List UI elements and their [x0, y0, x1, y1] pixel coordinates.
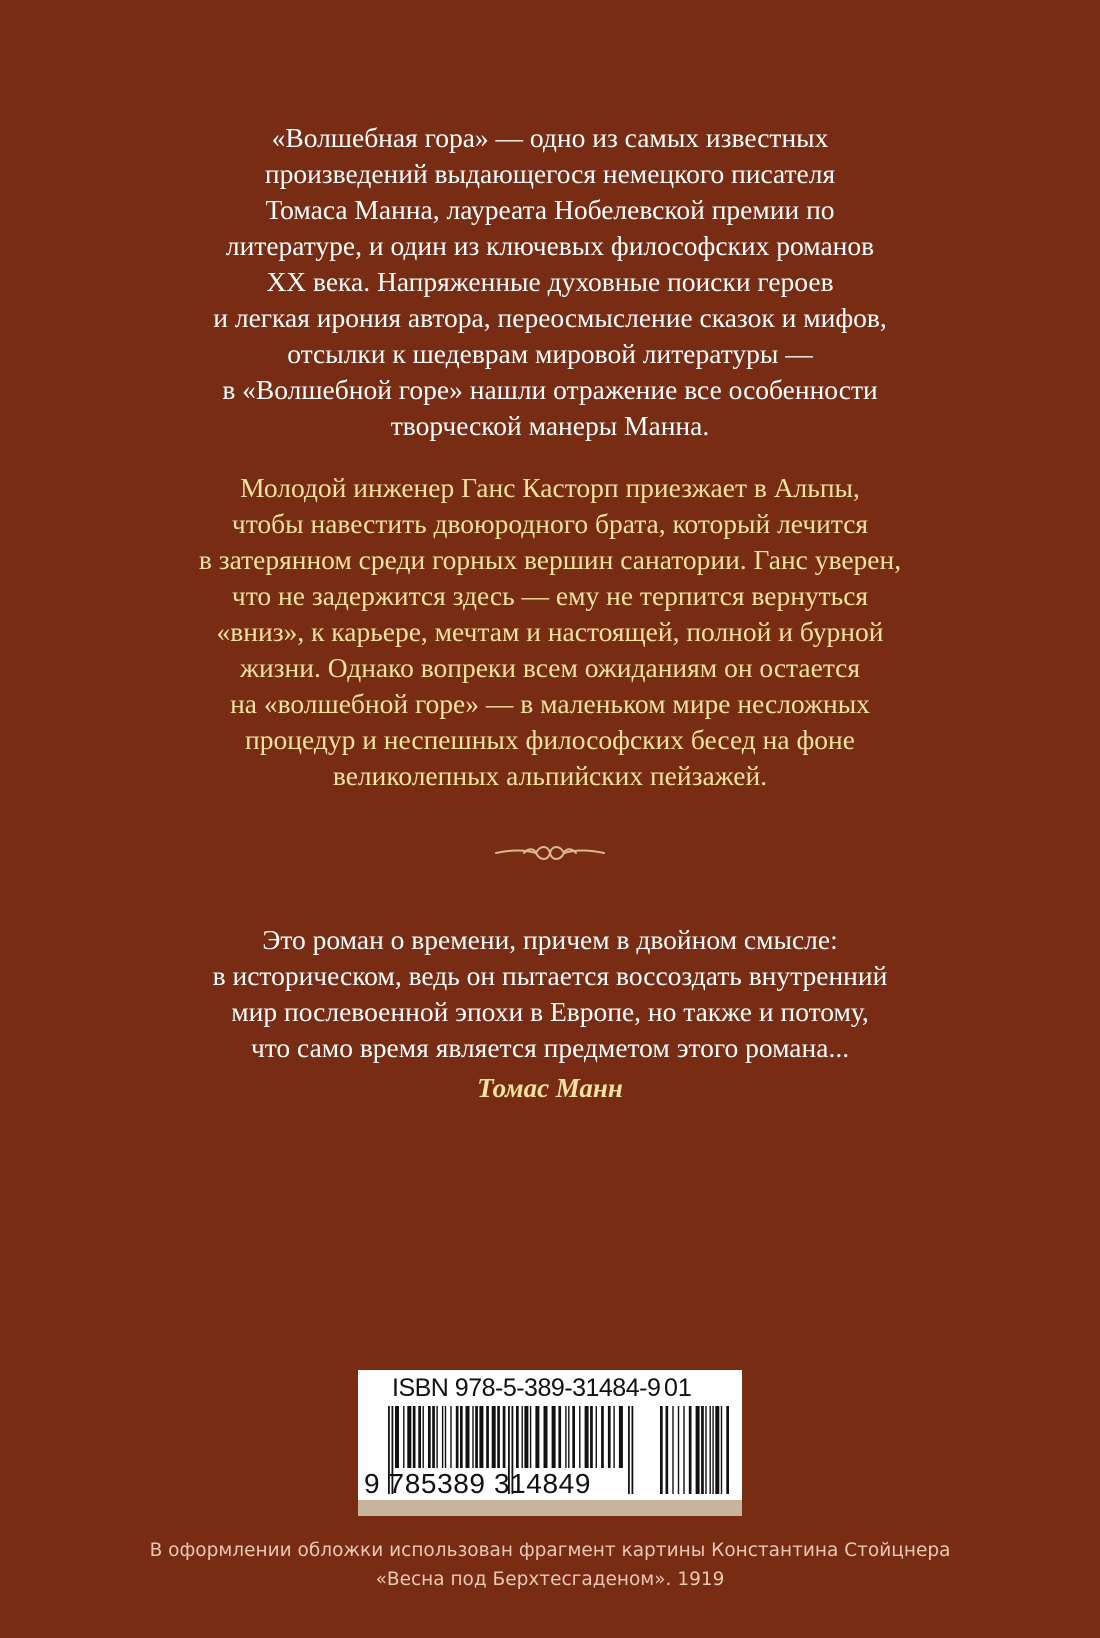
barcode-bar: [522, 1406, 523, 1468]
credit-line: В оформлении обложки использован фрагмент картины Константина Стойцнера: [149, 1540, 951, 1561]
barcode-bar: [442, 1406, 443, 1468]
barcode-bar: [407, 1406, 411, 1468]
description-paragraph-1: [100, 120, 1000, 444]
barcode-bar: [613, 1406, 614, 1468]
barcode-bar: [701, 1406, 704, 1494]
author-quote: [100, 922, 1000, 1066]
barcode-bar: [492, 1406, 496, 1468]
text-line: отсылки к шедеврам мировой литературы —: [287, 338, 813, 369]
barcode-bar: [436, 1406, 437, 1468]
barcode-bar: [601, 1406, 604, 1468]
barcode-bar: [544, 1406, 548, 1468]
barcode-bar: [475, 1406, 478, 1468]
barcode-bar: [395, 1406, 399, 1468]
barcode-bar: [428, 1406, 431, 1468]
barcode-bar: [712, 1406, 713, 1494]
cover-credit: [50, 1536, 1050, 1594]
text-line: «Волшебная гора» — одно из самых известных: [271, 122, 829, 153]
barcode-bar: [418, 1406, 421, 1468]
barcode-guard-bar: [632, 1406, 634, 1494]
barcode-bar: [579, 1406, 580, 1468]
text-line: жизни. Однако вопреки всем ожиданиям он остается: [239, 652, 861, 683]
barcode-bar: [721, 1406, 722, 1494]
barcode-bar: [590, 1406, 593, 1468]
barcode-bar: [726, 1406, 729, 1494]
barcode-digits: 9 785389 314849: [364, 1468, 591, 1499]
barcode-bar: [516, 1406, 519, 1468]
text-line: процедур и неспешных философских бесед на фоне: [245, 724, 855, 755]
barcode-bar: [596, 1406, 597, 1468]
barcode-bar: [608, 1406, 611, 1468]
barcode-bar: [568, 1406, 569, 1468]
barcode-bar: [705, 1406, 706, 1494]
text-line: на «волшебной горе» — в маленьком мире несложных: [230, 688, 870, 719]
barcode-shadow: [358, 1500, 742, 1516]
isbn-label: ISBN 978-5-389-31484-9: [392, 1374, 661, 1402]
barcode-guard-bar: [628, 1406, 630, 1494]
text-line: и легкая ирония автора, переосмысление сказок и мифов,: [213, 302, 887, 333]
text-line: литературе, и один из ключевых философских романов: [225, 230, 875, 261]
barcode-bar: [678, 1406, 679, 1494]
text-line: мир послевоенной эпохи в Европе, но также и потому,: [231, 996, 869, 1027]
barcode-bar: [696, 1406, 700, 1494]
text-line: произведений выдающегося немецкого писателя: [264, 158, 836, 189]
barcode-bar: [683, 1406, 684, 1494]
text-line: что не задержится здесь — ему не терпится вернуться: [231, 580, 869, 611]
barcode-bar: [715, 1406, 719, 1494]
text-line: Молодой инженер Ганс Касторп приезжает в Альпы,: [240, 472, 860, 503]
barcode-bar: [585, 1406, 589, 1468]
text-line: что само время является предметом этого романа...: [250, 1032, 850, 1063]
barcode-bar: [710, 1406, 711, 1494]
barcode-bar: [660, 1406, 663, 1494]
barcode-bar: [666, 1406, 669, 1494]
barcode-bar: [423, 1406, 424, 1468]
text-line: в историческом, ведь он пытается воссоздать внутренний: [212, 960, 888, 991]
text-line: творческой манеры Манна.: [390, 410, 710, 441]
barcode-bar: [472, 1406, 473, 1468]
ornament-divider: [494, 838, 606, 868]
barcode-bar: [503, 1406, 506, 1468]
text-line: великолепных альпийских пейзажей.: [332, 760, 768, 791]
text-line: чтобы навестить двоюродного брата, который лечится: [231, 508, 869, 539]
barcode-bar: [558, 1406, 561, 1468]
barcode-bar: [460, 1406, 463, 1468]
barcode-bar: [530, 1406, 531, 1468]
barcode-bar: [450, 1406, 451, 1468]
barcode-bar: [497, 1406, 500, 1468]
quote-author: Томас Манн: [477, 1073, 623, 1103]
barcode-bar: [619, 1406, 623, 1468]
barcode-bar: [672, 1406, 673, 1494]
isbn-addon-label: 01: [664, 1374, 692, 1402]
description-paragraph-2: [100, 470, 1000, 794]
barcode-bar: [552, 1406, 556, 1468]
barcode-bar: [445, 1406, 446, 1468]
text-line: Томаса Манна, лауреата Нобелевской премии по: [265, 194, 835, 225]
barcode-bar: [413, 1406, 416, 1468]
barcode-bar: [565, 1406, 566, 1468]
barcode-bar: [466, 1406, 470, 1468]
text-line: Это роман о времени, причем в двойном смысле:: [262, 924, 838, 955]
credit-line: «Весна под Берхтесгаденом». 1919: [375, 1569, 725, 1590]
barcode-bar: [572, 1406, 575, 1468]
barcode-bar: [524, 1406, 528, 1468]
barcode-bar: [689, 1406, 692, 1494]
barcode-bar: [479, 1406, 483, 1468]
text-line: XX века. Напряженные духовные поиски героев: [266, 266, 834, 297]
text-line: в «Волшебной горе» нашли отражение все особенности: [222, 374, 878, 405]
barcode-bar: [486, 1406, 489, 1468]
barcode-bar: [403, 1406, 404, 1468]
barcode-bar: [456, 1406, 459, 1468]
barcode-bar: [535, 1406, 539, 1468]
isbn-barcode: [358, 1370, 742, 1500]
barcode-bar: [432, 1406, 435, 1468]
text-line: «вниз», к карьере, мечтам и настоящей, полной и бурной: [216, 616, 884, 647]
text-line: в затерянном среди горных вершин санатории. Ганс уверен,: [198, 544, 902, 575]
